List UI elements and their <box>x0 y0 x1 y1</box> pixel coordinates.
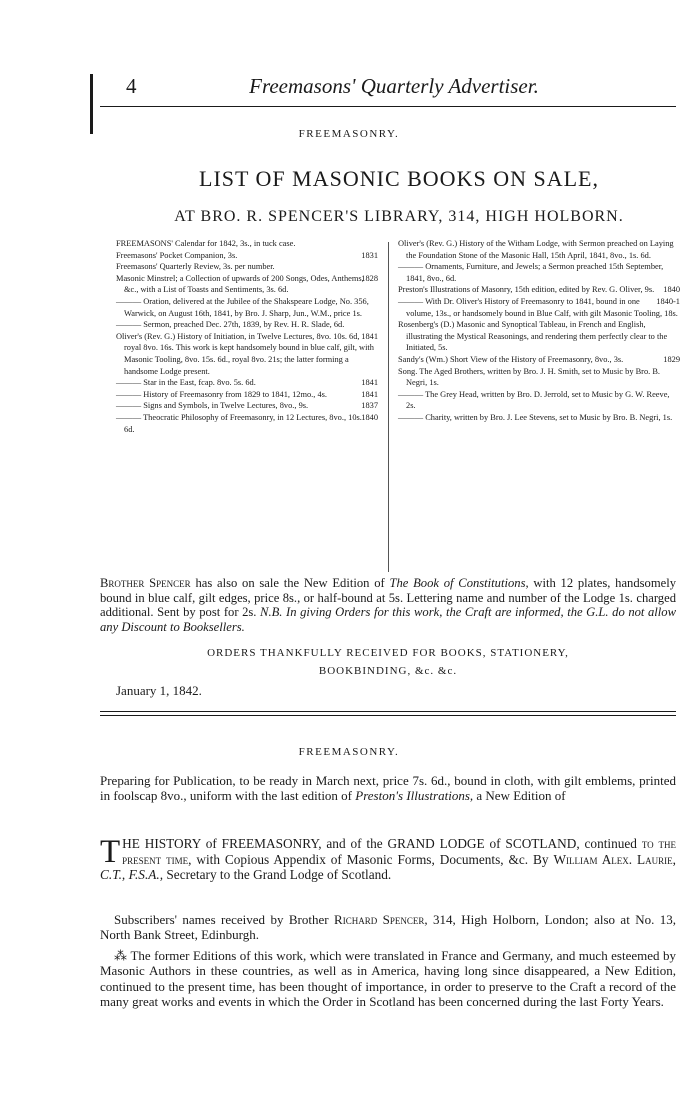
subscribers-text-2: 314, High Holborn, London; also at No. 13, North Bank Street, Edinburgh. <box>100 912 677 942</box>
drop-cap: T <box>100 834 121 870</box>
book-entry-text: ——— Signs and Symbols, in Twelve Lectures, 8vo., 9s. <box>116 401 309 411</box>
book-entry <box>398 284 680 296</box>
former-editions-paragraph <box>100 948 676 1010</box>
book-entry <box>116 400 378 412</box>
book-entry <box>116 250 378 262</box>
history-text-2: with Copious Appendix of Masonic Forms, Documents, &c. By <box>196 851 549 867</box>
orders-line-2: BOOKBINDING, &c. &c. <box>318 665 458 677</box>
book-entry-year: 1831 <box>361 250 378 260</box>
book-entry <box>398 412 680 424</box>
book-entry <box>116 238 378 250</box>
history-announcement <box>100 836 676 883</box>
book-entry-text: ——— Charity, written by Bro. J. Lee Stevens, set to Music by Bro. B. Negri, 1s. <box>398 412 673 422</box>
history-author: William Alex. Laurie, <box>553 851 676 867</box>
column-divider <box>388 242 389 572</box>
book-entry-text: FREEMASONS' Calendar for 1842, 3s., in tuck case. <box>116 239 296 248</box>
subscribers-name: Richard Spencer, <box>334 912 428 927</box>
book-entry-text: Song. The Aged Brothers, written by Bro. J. H. Smith, set to Music by Bro. B. Negri, 1s. <box>398 366 661 388</box>
book-entry <box>116 389 378 401</box>
constitutions-notice <box>100 576 676 634</box>
section-rule-1 <box>100 711 676 712</box>
notice-date: January 1, 1842. <box>116 683 202 698</box>
subscribers-text-1: Subscribers' names received by Brother <box>114 912 329 927</box>
book-entry-text: ——— With Dr. Oliver's History of Freemasonry to 1841, bound in one volume, 13s., or handsomely bound in Blue Calf, with gilt Masonic Tooling, 18s. <box>398 296 678 318</box>
book-entry <box>116 273 378 296</box>
book-entry-text: Freemasons' Quarterly Review, 3s. per number. <box>116 262 275 272</box>
list-title: LIST OF MASONIC BOOKS ON SALE, <box>199 166 599 191</box>
book-entry-text: Preston's Illustrations of Masonry, 15th edition, edited by Rev. G. Oliver, 9s. <box>398 285 655 295</box>
book-entry <box>116 319 378 331</box>
book-entry <box>116 331 378 377</box>
former-text: ⁂ The former Editions of this work, which were translated in France and Germany, and much esteemed by Masonic Authors in these countries, as well as in America, having long since disappeared, a New Edition, continued to the present time, has been thought of importance, in order to preserve to the Craft a record of the many great works and events in which the Order in Scotland has been concerned during the last Forty Years. <box>100 948 676 1010</box>
book-entry <box>398 389 680 412</box>
book-entry <box>116 296 378 319</box>
running-title: Freemasons' Quarterly Advertiser. <box>249 74 539 98</box>
book-entry-year: 1840 <box>361 412 378 422</box>
section-rule-2 <box>100 715 676 716</box>
section1-label: FREEMASONRY. <box>298 128 400 140</box>
book-entry-year: 1840 <box>663 285 680 295</box>
section2-label: FREEMASONRY. <box>298 746 400 758</box>
history-text-3: Secretary to the Grand Lodge of Scotland. <box>166 867 392 882</box>
book-entry-year: 1837 <box>361 401 378 411</box>
book-entry-text: Oliver's (Rev. G.) History of the Witham Lodge, with Sermon preached on Laying the Foundation Stone of the Masonic Hall, 15th April, 1841, 8vo., 1s. 6d. <box>398 239 674 260</box>
orders-line-1: ORDERS THANKFULLY RECEIVED FOR BOOKS, STATIONERY, <box>207 647 569 659</box>
book-entry-year: 1840-1 <box>656 296 680 306</box>
history-smallcaps: to the present time, <box>122 836 677 867</box>
header-rule <box>100 106 676 107</box>
book-entry-text: ——— The Grey Head, written by Bro. D. Jerrold, set to Music by G. W. Reeve, 2s. <box>398 389 670 411</box>
book-entry-text: ——— History of Freemasonry from 1829 to 1841, 12mo., 4s. <box>116 389 327 399</box>
book-entry-text: Oliver's (Rev. G.) History of Initiation, in Twelve Lectures, 8vo. 10s. 6d, royal 8vo. 16s. This work is kept handsomely bound in blue calf, gilt, with Masonic Tooling, 8vo. 15s. 6d., royal 8vo. 21s; the latter forming a handsome Lodge present. <box>116 331 374 376</box>
book-entry-year: 1841 <box>361 331 378 341</box>
subscribers-paragraph <box>100 912 676 942</box>
orders-line <box>100 644 676 680</box>
history-text-1: HE HISTORY of FREEMASONRY, and of the GRAND LODGE of SCOTLAND, continued <box>122 836 637 851</box>
preparing-paragraph <box>100 773 676 803</box>
book-entry <box>398 238 680 261</box>
book-entry-text: Sandy's (Wm.) Short View of the History of Freemasonry, 8vo., 3s. <box>398 354 624 364</box>
book-entry-text: ——— Star in the East, fcap. 8vo. 5s. 6d. <box>116 378 256 388</box>
book-entry <box>398 261 680 284</box>
book-entry-year: 1841 <box>361 378 378 388</box>
book-list-right-column <box>398 238 680 424</box>
book-entry-text: Freemasons' Pocket Companion, 3s. <box>116 250 238 260</box>
notice-book-title: The Book of Constitutions, <box>389 576 529 590</box>
book-entry <box>116 261 378 273</box>
book-entry <box>398 366 680 389</box>
history-author-title: C.T., F.S.A., <box>100 867 164 882</box>
page-number: 4 <box>126 74 137 98</box>
prep-text: Preparing for Publication, to be ready in March next, price 7s. 6d., bound in cloth, with gilt emblems, printed in foolscap 8vo., uniform with the last edition of <box>100 773 676 803</box>
book-entry-text: ——— Sermon, preached Dec. 27th, 1839, by Rev. H. R. Slade, 6d. <box>116 320 345 330</box>
book-entry-text: Rosenberg's (D.) Masonic and Synoptical Tableau, in French and English, illustrating the Mystical Reasonings, and rendering them perfectly clear to the Initiated, 5s. <box>398 320 668 353</box>
book-entry <box>116 377 378 389</box>
book-entry-text: Masonic Minstrel; a Collection of upwards of 200 Songs, Odes, Anthems, &c., with a List of Toasts and Sentiments, 3s. 6d. <box>116 273 364 295</box>
book-entry-year: 1829 <box>663 354 680 364</box>
book-entry-year: 1828 <box>361 273 378 283</box>
book-entry-text: ——— Oration, delivered at the Jubilee of the Shakspeare Lodge, No. 356, Warwick, on August 16th, 1841, by Bro. J. Sharp, Jun., W.M., price 1s. <box>116 296 369 318</box>
book-entry <box>398 319 680 354</box>
book-entry <box>398 296 680 319</box>
notice-nb: N.B. In giving Orders for this work, the Craft are informed, the G.L. do not allow any Discount to Booksellers. <box>100 605 677 634</box>
notice-rest: with 12 plates, handsomely bound in blue calf, gilt edges, price 8s., or half-bound at 5s. Lettering name and number of the Lodge 1s. charged additional. Sent by post for 2s. <box>100 576 677 619</box>
list-subtitle: AT BRO. R. SPENCER'S LIBRARY, 314, HIGH HOLBORN. <box>174 208 624 225</box>
notice-lead: Brother Spencer <box>100 576 191 590</box>
book-list-left-column <box>116 238 378 435</box>
notice-body: has also on sale the New Edition of <box>195 576 385 590</box>
book-entry <box>398 354 680 366</box>
prep-tail: a New Edition of <box>476 788 566 803</box>
book-entry-text: ——— Ornaments, Furniture, and Jewels; a Sermon preached 15th September, 1841, 8vo., 6d. <box>398 262 664 283</box>
book-entry-text: ——— Theocratic Philosophy of Freemasonry, in 12 Lectures, 8vo., 10s. 6d. <box>116 412 362 434</box>
prep-italic: Preston's Illustrations, <box>355 788 474 803</box>
book-entry <box>116 412 378 435</box>
book-entry-year: 1841 <box>361 389 378 399</box>
